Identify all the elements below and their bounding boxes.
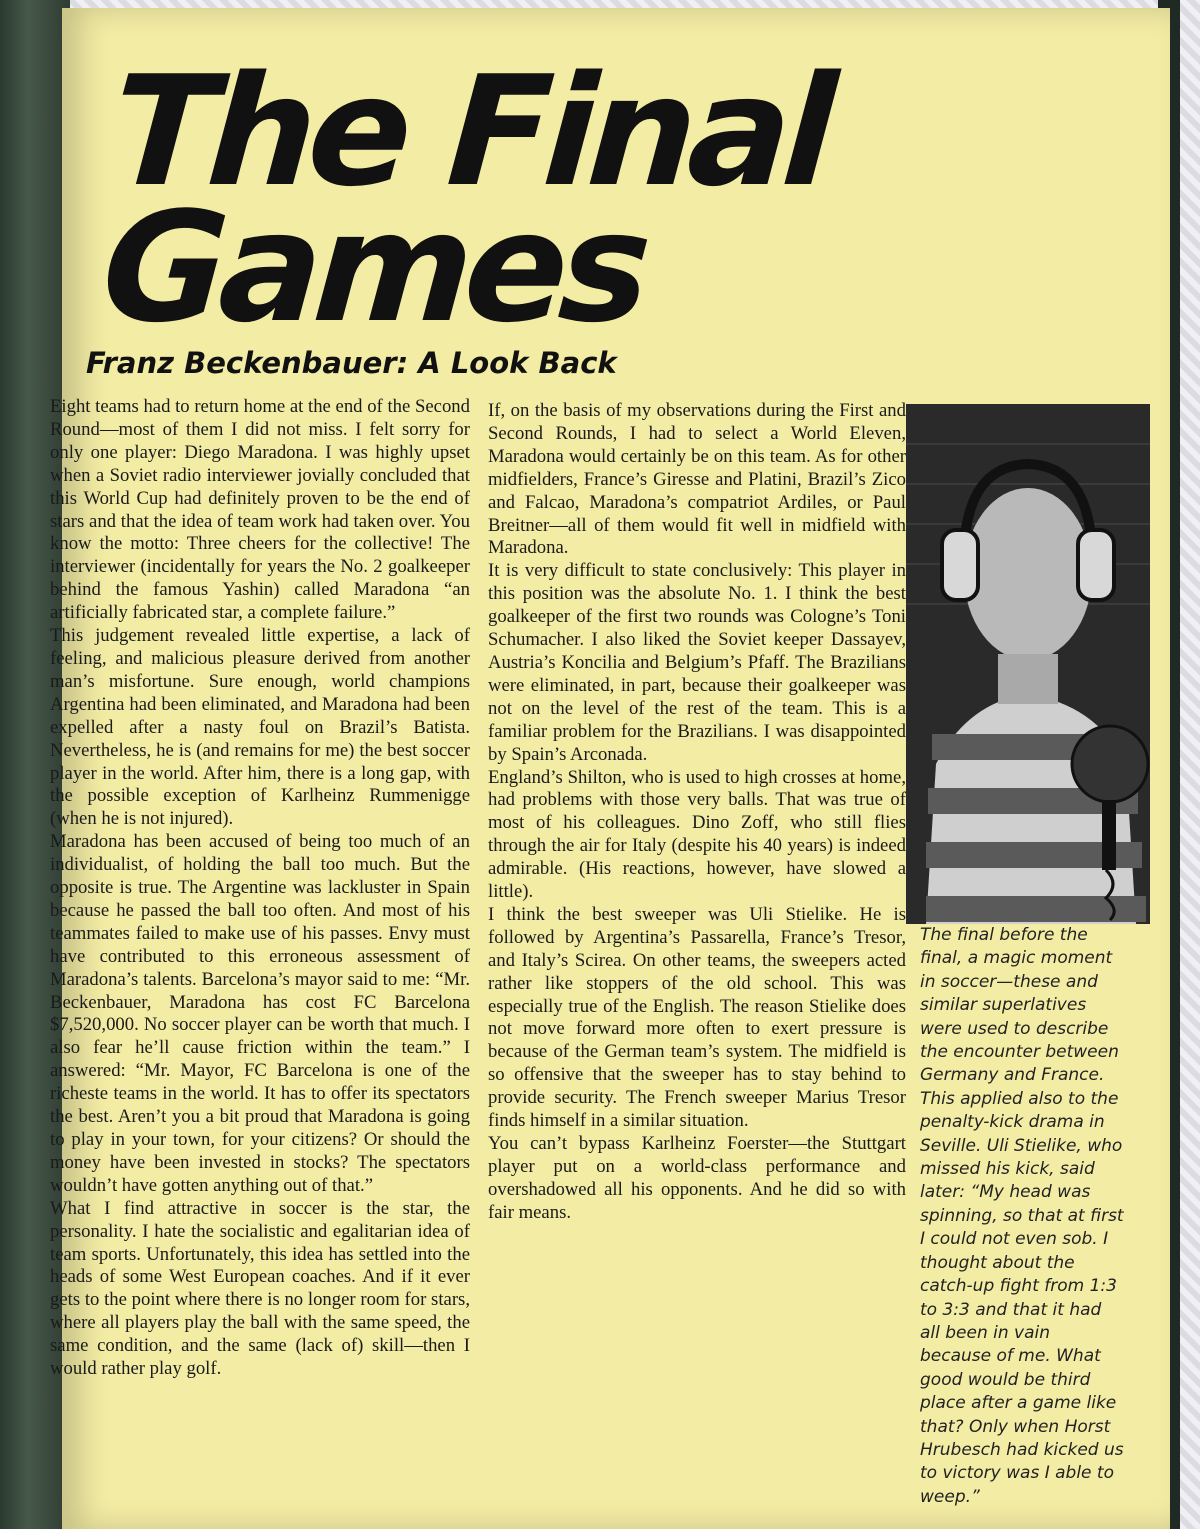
title-line-2: Games	[97, 179, 649, 356]
text-column-2	[488, 400, 906, 1225]
title-line-1: The Final	[106, 43, 834, 220]
paragraph: You can’t bypass Karlheinz Foerster—the Stuttgart player put on a world-class performance and overshadowed all his opponents. And he did so with fair means.	[488, 1133, 906, 1223]
paragraph: Maradona has been accused of being too much of an individualist, of holding the ball too much. But the opposite is true. The Argentine was lackluster in Spain because he passed the ball too often. And most of his teammates failed to make use of his passes. Envy must have contributed to this erroneous assessment of Maradona’s talents. Barcelona’s mayor said to me: “Mr. Beckenbauer, Maradona has cost FC Barcelona $7,520,000. No soccer player can be worth that much. I also fear he’ll cause friction within the team.” I answered: “Mr. Mayor, FC Barcelona is one of the richeste teams in the world. It has to offer its spectators the best. Aren’t you a bit proud that Maradona is going to play in your town, for your citizens? Or should the money have been invested in stocks? The spectators wouldn’t have gotten anything out of that.”	[50, 831, 470, 1196]
paragraph: It is very difficult to state conclusively: This player in this position was the absolute No. 1. I think the best goalkeeper of the first two rounds was Cologne’s Toni Schumacher. I also liked the Soviet keeper Dassayev, Austria’s Koncilia and Belgium’s Pfaff. The Brazilians were eliminated, in part, because their goalkeeper was not on the level of the rest of the team. This is a familiar problem for the Brazilians. I was disappointed by Spain’s Arconada.	[488, 560, 906, 765]
paragraph: England’s Shilton, who is used to high crosses at home, had problems with those very balls. That was true of most of his colleagues. Dino Zoff, who still flies through the air for Italy (despite his 40 years) is indeed admirable. (His reactions, however, have slowed a little).	[488, 766, 906, 903]
beckenbauer-photo	[906, 404, 1150, 924]
paragraph: Eight teams had to return home at the end of the Second Round—most of them I did not miss. I felt sorry for only one player: Diego Maradona. I was highly upset when a Soviet radio interviewer jovially concluded that this World Cup had definitely proven to be the end of stars and that the idea of team work had taken over. You know the motto: Three cheers for the collective! The interviewer (incidentally for years the No. 2 goalkeeper behind the famous Yashin) called Maradona “an artificially fabricated star, a complete failure.”	[50, 396, 470, 624]
paragraph: This judgement revealed little expertise, a lack of feeling, and malicious pleasure derived from another man’s misfortune. Sure enough, world champions Argentina had been eliminated, and Maradona had been expelled after a nasty foul on Brazil’s Batista. Nevertheless, he is (and remains for me) the best soccer player in the world. After him, there is a long gap, with the possible exception of Karlheinz Rummenigge (when he is not injured).	[50, 625, 470, 830]
article-subtitle: Franz Beckenbauer: A Look Back	[86, 346, 617, 380]
paragraph: I think the best sweeper was Uli Stielike. He is followed by Argentina’s Passarella, France’s Tresor, and Italy’s Scirea. On other teams, the sweepers acted rather like stoppers of the old school. This was especially true of the English. The reason Stielike does not move forward more often to exert pressure is because of the German team’s system. The midfield is so offensive that the sweeper has to stay behind to provide security. The French sweeper Marius Tresor finds himself in a similar situation.	[488, 903, 906, 1132]
paragraph: What I find attractive in soccer is the star, the personality. I hate the socialistic and egalitarian idea of team sports. Unfortunately, this idea has settled into the heads of some West European coaches. And if it ever gets to the point where there is no longer room for stars, where all players play the ball with the same speed, the same condition, and the same (lack of) skill—then I would rather play golf.	[50, 1197, 470, 1380]
photo-illustration	[906, 404, 1150, 924]
article-title	[97, 43, 834, 356]
text-column-1	[50, 396, 470, 1381]
paragraph: If, on the basis of my observations during the First and Second Rounds, I had to select a World Eleven, Maradona would certainly be on this team. As for other midfielders, France’s Giresse and Platini, Brazil’s Zico and Falcao, Maradona’s compatriot Ardiles, or Paul Breitner—all of them would fit well in midfield with Maradona.	[488, 400, 906, 559]
photo-caption: The final before the final, a magic moment in soccer—these and similar superlatives were used to describe the encounter between Germany and France. This applied also to the penalty-kick drama in Seville. Uli Stielike, who missed his kick, said later: “My head was spinning, so that at first I could not even sob. I thought about the catch-up fight from 1:3 to 3:3 and that it had all been in vain because of me. What good would be third place after a game like that? Only when Horst Hrubesch had kicked us to victory was I able to weep.”	[920, 925, 1124, 1507]
